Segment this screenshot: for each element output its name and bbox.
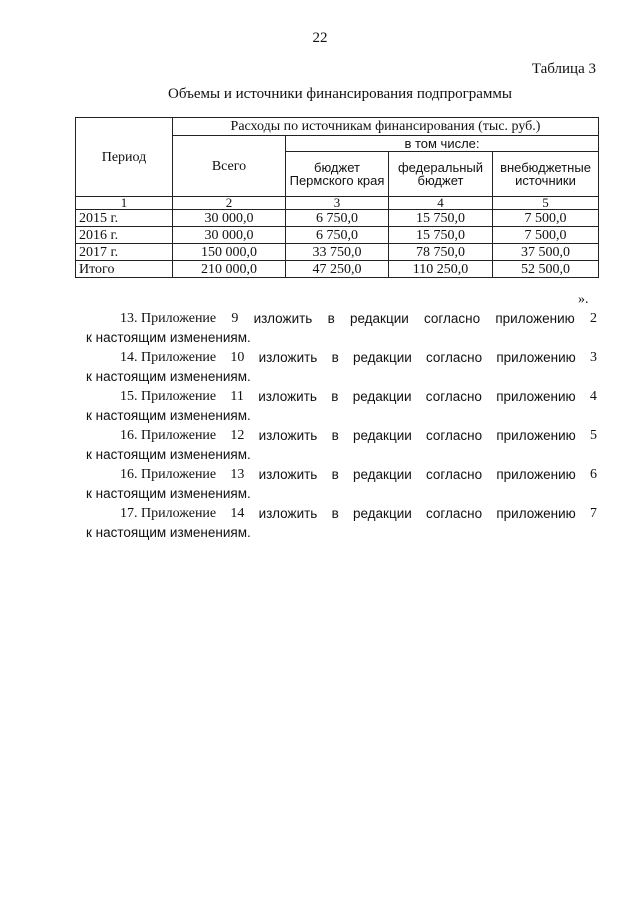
cell-total: 210 000,0 (173, 261, 286, 278)
target-appendix: 4 (589, 389, 597, 404)
column-number: 2 (173, 197, 286, 210)
cell-federal: 78 750,0 (389, 244, 493, 261)
word: приложению (496, 389, 576, 404)
item-tail: к настоящим изменениям. (86, 408, 251, 423)
word: в (331, 350, 339, 365)
item-number: 15. Приложение (120, 389, 217, 404)
word: изложить (258, 389, 317, 404)
header-regional-budget: бюджет Пермского края (286, 152, 389, 197)
column-number: 3 (286, 197, 389, 210)
word: приложению (496, 467, 576, 482)
word: согласно (426, 350, 483, 365)
word: редакции (352, 467, 412, 482)
column-numbers-row (76, 197, 599, 210)
word: согласно (425, 389, 482, 404)
word: приложению (496, 506, 576, 521)
list-item (86, 428, 597, 467)
column-number: 1 (76, 197, 173, 210)
column-number: 5 (493, 197, 599, 210)
cell-total: 30 000,0 (173, 210, 286, 227)
appendix-number: 9 (231, 311, 239, 326)
word: редакции (352, 350, 412, 365)
header-extrabudget: внебюджетные источники (493, 152, 599, 197)
word: редакции (349, 311, 409, 326)
list-item (86, 389, 597, 428)
appendix-number: 10 (230, 350, 245, 365)
cell-extra: 7 500,0 (493, 210, 599, 227)
item-tail: к настоящим изменениям. (86, 330, 251, 345)
word: в (327, 311, 335, 326)
closing-quote: ». (578, 292, 589, 307)
target-appendix: 6 (589, 467, 597, 482)
target-appendix: 7 (589, 506, 597, 521)
word: приложению (495, 311, 575, 326)
word: изложить (258, 350, 318, 365)
appendix-number: 12 (230, 428, 245, 443)
list-item (86, 350, 597, 389)
header-including: в том числе: (286, 136, 599, 152)
table-row-total (76, 261, 599, 278)
appendix-number: 13 (230, 467, 245, 482)
target-appendix: 3 (589, 350, 597, 365)
cell-extra: 37 500,0 (493, 244, 599, 261)
cell-regional: 6 750,0 (286, 210, 389, 227)
table-title: Объемы и источники финансирования подпрограммы (168, 86, 512, 102)
cell-regional: 6 750,0 (286, 227, 389, 244)
header-total: Всего (173, 136, 286, 197)
list-item (86, 506, 597, 545)
word: изложить (258, 506, 318, 521)
word: в (331, 506, 339, 521)
item-number: 16. Приложение (120, 467, 217, 482)
word: редакции (352, 506, 412, 521)
word: редакции (352, 428, 412, 443)
table-label: Таблица 3 (531, 61, 596, 77)
table-row (76, 244, 599, 261)
word: согласно (426, 428, 483, 443)
item-number: 13. Приложение (120, 311, 217, 326)
cell-regional: 33 750,0 (286, 244, 389, 261)
table-row (76, 227, 599, 244)
cell-period: 2015 г. (76, 210, 173, 227)
target-appendix: 5 (589, 428, 597, 443)
column-number: 4 (389, 197, 493, 210)
item-tail: к настоящим изменениям. (86, 486, 251, 501)
cell-federal: 15 750,0 (389, 210, 493, 227)
word: согласно (424, 311, 481, 326)
cell-regional: 47 250,0 (286, 261, 389, 278)
cell-total: 30 000,0 (173, 227, 286, 244)
word: в (331, 389, 339, 404)
cell-period: 2017 г. (76, 244, 173, 261)
word: изложить (253, 311, 313, 326)
word: согласно (426, 506, 483, 521)
cell-total: 150 000,0 (173, 244, 286, 261)
financing-table (75, 117, 599, 278)
list-item (86, 467, 597, 506)
cell-period: 2016 г. (76, 227, 173, 244)
table-row (76, 210, 599, 227)
item-tail: к настоящим изменениям. (86, 447, 251, 462)
word: изложить (258, 467, 318, 482)
word: приложению (496, 350, 576, 365)
item-number: 16. Приложение (120, 428, 217, 443)
header-period: Период (76, 118, 173, 197)
item-tail: к настоящим изменениям. (86, 369, 251, 384)
header-expenses: Расходы по источникам финансирования (тыс. руб.) (173, 118, 599, 136)
word: в (331, 467, 339, 482)
cell-federal: 110 250,0 (389, 261, 493, 278)
amendment-list (86, 311, 597, 545)
target-appendix: 2 (589, 311, 597, 326)
header-federal-budget: федеральный бюджет (389, 152, 493, 197)
cell-federal: 15 750,0 (389, 227, 493, 244)
word: приложению (496, 428, 576, 443)
cell-period: Итого (76, 261, 173, 278)
page-number: 22 (312, 30, 328, 46)
item-number: 14. Приложение (120, 350, 217, 365)
word: согласно (426, 467, 483, 482)
list-item (86, 311, 597, 350)
item-tail: к настоящим изменениям. (86, 525, 251, 540)
appendix-number: 11 (230, 389, 244, 404)
item-number: 17. Приложение (120, 506, 217, 521)
cell-extra: 7 500,0 (493, 227, 599, 244)
cell-extra: 52 500,0 (493, 261, 599, 278)
word: редакции (352, 389, 412, 404)
word: в (331, 428, 339, 443)
word: изложить (258, 428, 318, 443)
appendix-number: 14 (230, 506, 245, 521)
